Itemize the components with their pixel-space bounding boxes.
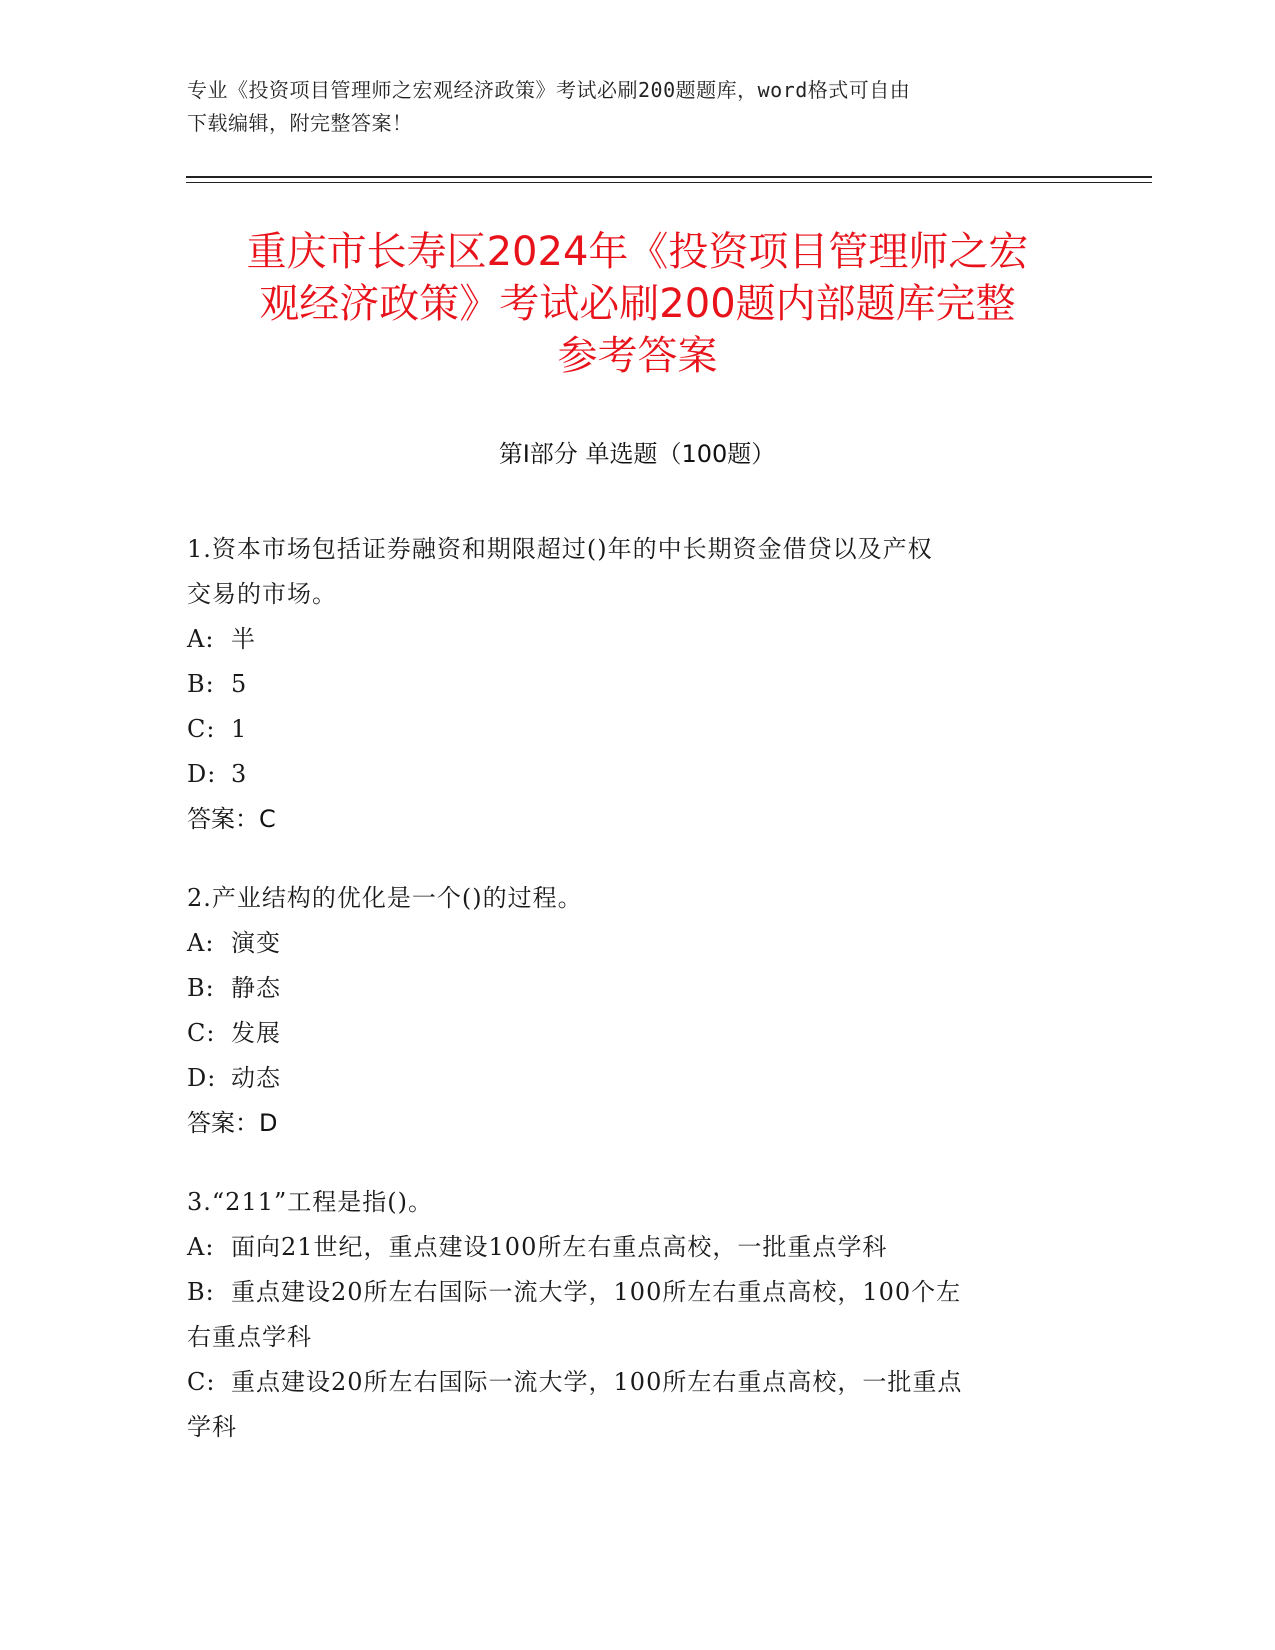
option-text: 3 [231, 760, 248, 788]
option-text: 重点建设20所左右国际一流大学，100所左右重点高校，一批重点 [231, 1368, 963, 1396]
option-label: B: [187, 1278, 215, 1306]
question-1-option-a [187, 617, 1067, 662]
question-3-option-a [187, 1225, 1067, 1270]
option-label: A: [187, 929, 215, 957]
question-1-option-d [187, 752, 1067, 797]
question-2-answer: 答案：D [187, 1109, 278, 1137]
option-label: A: [187, 1233, 215, 1261]
option-text: 半 [231, 625, 256, 653]
document-title [170, 226, 1105, 382]
option-label: C: [187, 1019, 216, 1047]
option-text: 面向21世纪，重点建设100所左右重点高校，一批重点学科 [231, 1233, 888, 1261]
question-3-option-c [187, 1360, 1067, 1405]
option-text: 5 [231, 670, 248, 698]
question-1-stem-line-1: 1.资本市场包括证券融资和期限超过()年的中长期资金借贷以及产权 [187, 535, 933, 563]
header-divider-thin [186, 182, 1152, 183]
question-2-option-b [187, 966, 1067, 1011]
question-1-answer: 答案：C [187, 805, 276, 833]
option-label: B: [187, 974, 215, 1002]
question-3-option-c-continued: 学科 [187, 1413, 237, 1441]
option-text: 1 [231, 715, 248, 743]
question-3-option-b-continued: 右重点学科 [187, 1323, 312, 1351]
option-text: 发展 [231, 1019, 281, 1047]
question-2-option-d [187, 1056, 1067, 1101]
option-label: A: [187, 625, 215, 653]
header-note-line-2: 下载编辑，附完整答案！ [187, 111, 413, 135]
option-label: B: [187, 670, 215, 698]
option-text: 重点建设20所左右国际一流大学，100所左右重点高校，100个左 [231, 1278, 962, 1306]
option-text: 动态 [231, 1064, 281, 1092]
title-line-1: 重庆市长寿区2024年《投资项目管理师之宏 [246, 229, 1029, 275]
section-title: 第Ⅰ部分 单选题（100题） [498, 440, 776, 468]
option-label: C: [187, 715, 216, 743]
question-2-option-a [187, 921, 1067, 966]
question-3-option-b [187, 1270, 1067, 1315]
question-2-stem-line-1: 2.产业结构的优化是一个()的过程。 [187, 884, 583, 912]
header-divider-thick [186, 176, 1152, 178]
option-label: C: [187, 1368, 216, 1396]
question-2-option-c [187, 1011, 1067, 1056]
option-text: 静态 [231, 974, 281, 1002]
header-note-line-1: 专业《投资项目管理师之宏观经济政策》考试必刷200题题库，word格式可自由 [187, 78, 911, 102]
question-3-stem-line-1: 3.“211”工程是指()。 [187, 1188, 433, 1216]
option-label: D: [187, 1064, 217, 1092]
question-1-option-b [187, 662, 1067, 707]
header-note [187, 74, 1067, 140]
question-2 [187, 876, 1067, 1146]
title-line-3: 参考答案 [557, 333, 718, 379]
question-1-option-c [187, 707, 1067, 752]
question-1 [187, 527, 1067, 842]
option-label: D: [187, 760, 217, 788]
question-3 [187, 1180, 1067, 1450]
option-text: 演变 [231, 929, 281, 957]
question-1-stem-line-2: 交易的市场。 [187, 580, 337, 608]
question-list [187, 527, 1067, 1484]
title-line-2: 观经济政策》考试必刷200题内部题库完整 [259, 281, 1016, 327]
